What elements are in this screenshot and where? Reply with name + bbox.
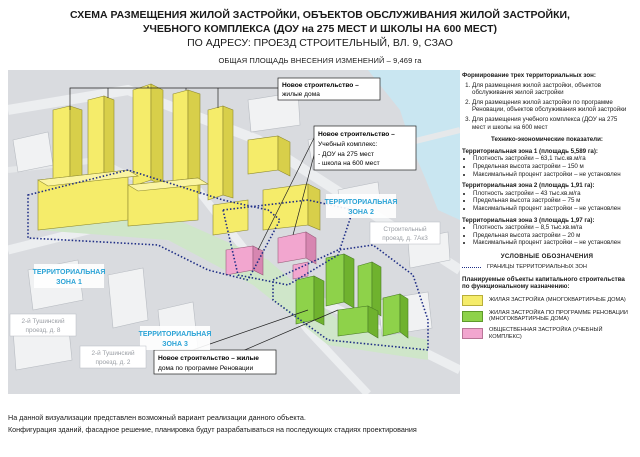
- callout-text: Новое строительство – жилые: [158, 355, 259, 362]
- yellow-tower: [88, 96, 114, 184]
- footnote-line-1: На данной визуализации представлен возможный вариант реализации данного объекта.: [8, 413, 306, 422]
- legend-row-green: [462, 310, 632, 323]
- zone-1-item: • Максимальный процент застройки – не установлен: [473, 171, 632, 179]
- address: ПО АДРЕСУ: ПРОЕЗД СТРОИТЕЛЬНЫЙ, ВЛ. 9, СЗАО: [187, 37, 453, 49]
- svg-text:ТЕРРИТОРИАЛЬНАЯ: ТЕРРИТОРИАЛЬНАЯ: [324, 199, 398, 206]
- svg-text:2-й Тушинский: 2-й Тушинский: [91, 350, 135, 357]
- yellow-tower: [133, 84, 163, 186]
- zones-list-item: 2. Для размещения жилой застройки по программе Реновации, объектов обслуживания жилой застройки: [472, 99, 632, 114]
- legend-boundary-label: ГРАНИЦЫ ТЕРРИТОРИАЛЬНЫХ ЗОН: [487, 264, 587, 271]
- pink-swatch: [462, 328, 483, 339]
- svg-text:ЗОНА 2: ЗОНА 2: [348, 209, 374, 216]
- legend-row-yellow: [462, 295, 632, 306]
- callout-text: - школа на 600 мест: [318, 160, 380, 167]
- green-building: [383, 294, 408, 338]
- svg-text:ЗОНА 1: ЗОНА 1: [56, 279, 82, 286]
- callout-text: Новое строительство –: [318, 131, 395, 138]
- callout-new-housing: [278, 78, 380, 100]
- street-label-tushinsky-2: [80, 346, 146, 368]
- svg-text:ТЕРРИТОРИАЛЬНАЯ: ТЕРРИТОРИАЛЬНАЯ: [32, 269, 106, 276]
- zone-2-item: • Плотность застройки – 43 тыс.кв.м/га: [473, 190, 632, 198]
- zone-2-list: [462, 190, 632, 213]
- street-label-tushinsky-8: [10, 314, 76, 336]
- zones-heading: Формирование трех территориальных зон:: [462, 72, 596, 79]
- yellow-block: [248, 136, 290, 176]
- street-label-stroitelny: [370, 222, 440, 244]
- yellow-swatch: [462, 295, 483, 306]
- legend-planned-heading: Планируемые объекты капитального строительства по функциональному назначению:: [462, 276, 625, 291]
- yellow-tower: [208, 106, 233, 200]
- zone-2-label: [325, 194, 398, 218]
- zone-1-item: • Плотность застройки – 63,1 тыс.кв.м/га: [473, 155, 632, 163]
- zone-3-item: • Предельная высота застройки – 20 м: [473, 232, 632, 240]
- footnote-line-2: Конфигурация зданий, фасадное решение, планировка будут разрабатываться на последующих стадиях проектирования: [8, 425, 417, 434]
- zone-1-title: Территориальная зона 1 (площадь 5,589 га):: [462, 147, 598, 155]
- callout-renovation: [154, 350, 276, 374]
- legend-label: ОБЩЕСТВЕННАЯ ЗАСТРОЙКА (УЧЕБНЫЙ КОМПЛЕКС): [489, 327, 603, 340]
- callout-school: [314, 126, 416, 170]
- pink-building: [278, 232, 316, 264]
- existing-building: [108, 268, 148, 328]
- callout-text: Новое строительство –: [282, 82, 359, 89]
- green-building: [338, 306, 378, 338]
- zone-2-item: • Предельная высота застройки – 75 м: [473, 197, 632, 205]
- svg-text:Строительный: Строительный: [383, 226, 427, 233]
- zones-list: [462, 82, 632, 132]
- zones-list-item: 3. Для размещения учебного комплекса (ДОУ на 275 мест и школы на 600 мест: [472, 116, 632, 131]
- svg-text:проезд, д. 7Ак3: проезд, д. 7Ак3: [382, 235, 428, 242]
- zones-list-item: 1. Для размещения жилой застройки, объектов обслуживания жилой застройки: [472, 82, 632, 97]
- svg-text:проезд, д. 8: проезд, д. 8: [25, 327, 61, 334]
- zone-1-list: [462, 155, 632, 178]
- callout-text: жилые дома: [282, 91, 320, 98]
- info-panel: [462, 72, 632, 340]
- svg-text:проезд, д. 2: проезд, д. 2: [95, 359, 131, 366]
- green-building: [326, 254, 354, 308]
- zone-3-title: Территориальная зона 3 (площадь 1,97 га):: [462, 216, 595, 224]
- boundary-swatch: [462, 267, 481, 268]
- zone-1-item: • Предельная высота застройки – 150 м: [473, 163, 632, 171]
- zone-2-title: Территориальная зона 2 (площадь 1,91 га):: [462, 182, 595, 190]
- title-line-1: СХЕМА РАЗМЕЩЕНИЯ ЖИЛОЙ ЗАСТРОЙКИ, ОБЪЕКТОВ ОБСЛУЖИВАНИЯ ЖИЛОЙ ЗАСТРОЙКИ,: [70, 9, 570, 21]
- zone-3-item: • Плотность застройки – 8,5 тыс.кв.м/га: [473, 224, 632, 232]
- legend-label: ЖИЛАЯ ЗАСТРОЙКА ПО ПРОГРАММЕ РЕНОВАЦИИ (МНОГОКВАРТИРНЫЕ ДОМА): [489, 309, 628, 323]
- legend-title: УСЛОВНЫЕ ОБОЗНАЧЕНИЯ: [500, 252, 594, 260]
- legend-boundary-row: [462, 264, 632, 271]
- zone-3-list: [462, 224, 632, 247]
- site-plan-map: [8, 70, 460, 394]
- zone-3-label: [139, 326, 212, 350]
- tep-heading: Технико-экономические показатели:: [491, 136, 603, 144]
- legend-row-pink: [462, 327, 632, 340]
- pink-building: [226, 246, 263, 275]
- svg-text:ЗОНА 3: ЗОНА 3: [162, 341, 188, 348]
- green-swatch: [462, 311, 483, 322]
- legend-label: ЖИЛАЯ ЗАСТРОЙКА (МНОГОКВАРТИРНЫЕ ДОМА): [489, 297, 626, 304]
- callout-text: - ДОУ на 275 мест: [318, 151, 374, 158]
- zone-1-label: [33, 264, 106, 288]
- total-area: ОБЩАЯ ПЛОЩАДЬ ВНЕСЕНИЯ ИЗМЕНЕНИЙ – 9,469 га: [218, 56, 422, 65]
- title-line-2: УЧЕБНОГО КОМПЛЕКСА (ДОУ на 275 МЕСТ И ШКОЛЫ НА 600 МЕСТ): [142, 23, 498, 35]
- svg-text:2-й Тушинский: 2-й Тушинский: [21, 318, 65, 325]
- svg-text:ТЕРРИТОРИАЛЬНАЯ: ТЕРРИТОРИАЛЬНАЯ: [138, 331, 212, 338]
- yellow-block: [128, 178, 208, 226]
- zone-2-item: • Максимальный процент застройки – не установлен: [473, 205, 632, 213]
- callout-text: Учебный комплекс:: [318, 141, 378, 148]
- zone-3-item: • Максимальный процент застройки – не установлен: [473, 239, 632, 247]
- callout-text: дома по программе Реновации: [158, 365, 254, 372]
- yellow-block: [213, 200, 248, 235]
